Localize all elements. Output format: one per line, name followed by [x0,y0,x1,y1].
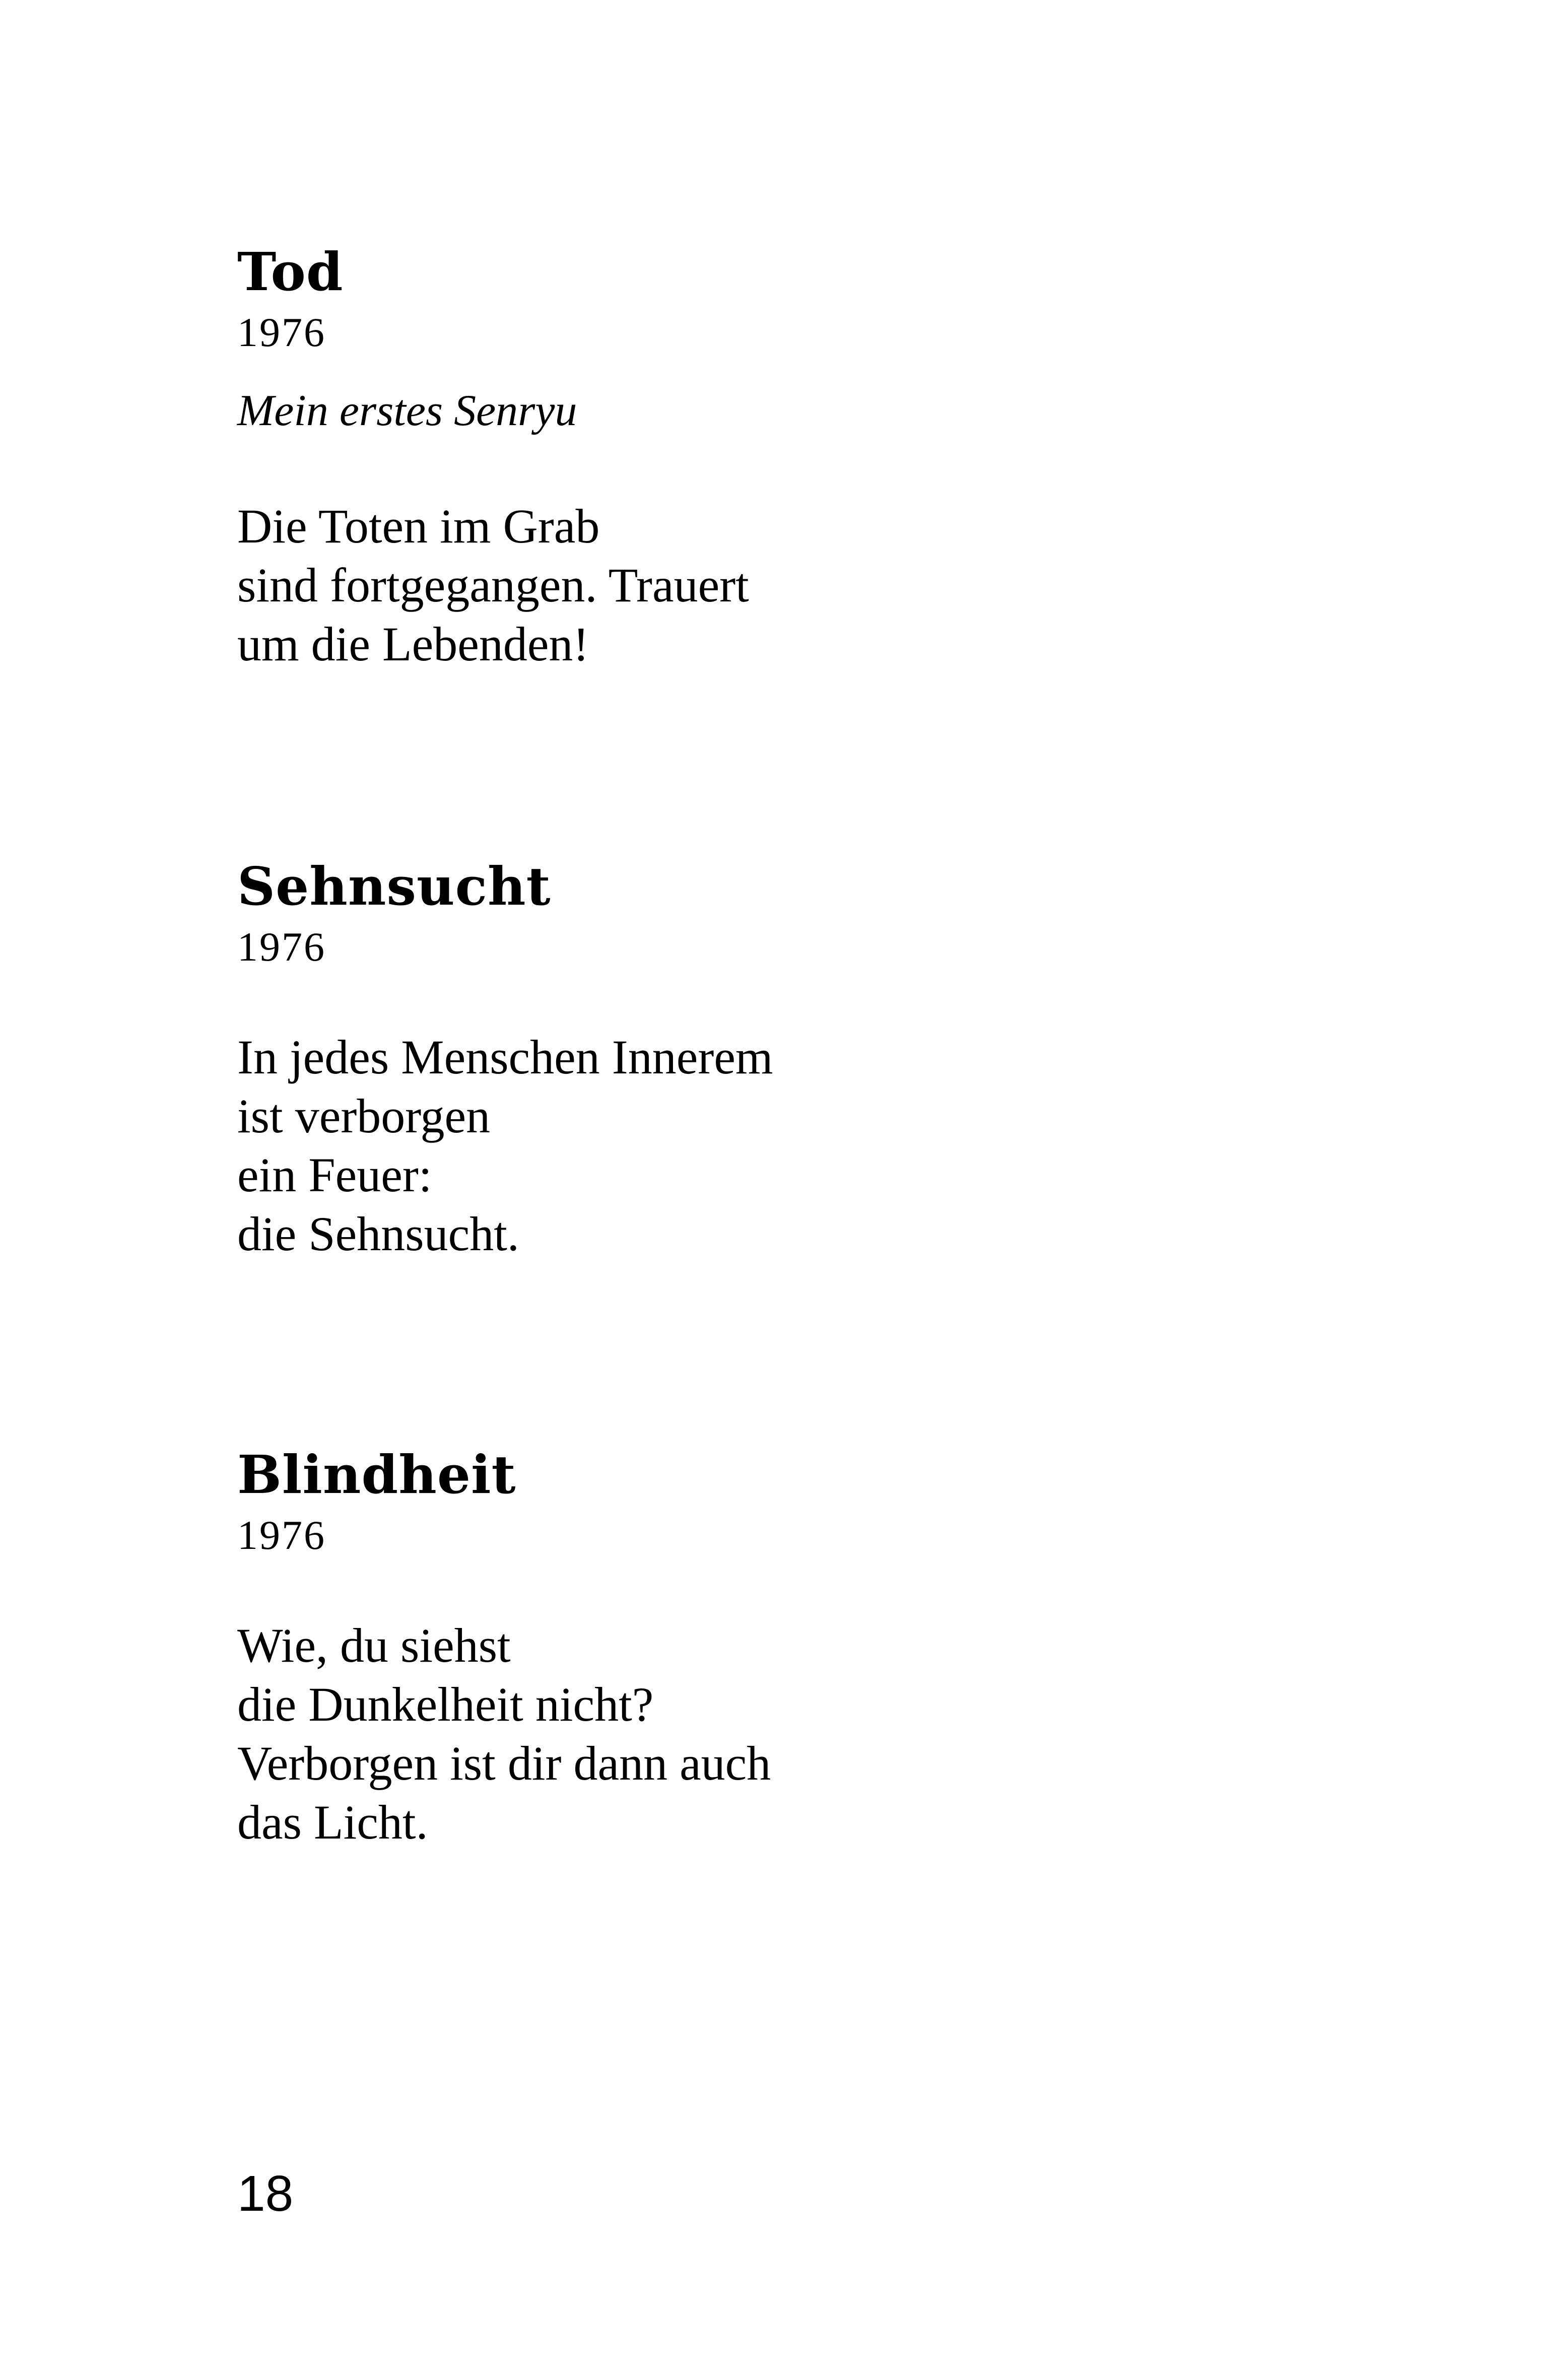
poem-line: In jedes Menschen Innerem [237,1030,773,1084]
poem-blindheit [237,1440,1446,1852]
poem-line: Verborgen ist dir dann auch [237,1736,771,1790]
poem-title: Tod [237,241,344,303]
poem-subtitle: Mein erstes Senryu [237,386,577,435]
poem-line: ein Feuer: [237,1148,432,1202]
page-number: 18 [237,2165,294,2222]
poem-body [237,497,1446,673]
poem-title: Sehnsucht [237,855,551,917]
poem-sehnsucht [237,851,1446,1263]
poem-line: Die Toten im Grab [237,499,600,553]
poem-line: Wie, du siehst [237,1618,511,1672]
poem-year: 1976 [237,1512,326,1558]
poem-body [237,1616,1446,1852]
poem-line: ist verborgen [237,1089,491,1143]
poem-line: sind fortgegangen. Trauert [237,558,749,612]
poem-tod [237,237,1446,673]
poem-line: die Dunkelheit nicht? [237,1677,654,1731]
poem-year: 1976 [237,924,326,970]
poem-body [237,1028,1446,1263]
poem-line: das Licht. [237,1795,428,1849]
poem-title: Blindheit [237,1444,516,1506]
poem-line: um die Lebenden! [237,617,589,671]
poem-line: die Sehnsucht. [237,1207,519,1261]
poem-year: 1976 [237,309,326,355]
